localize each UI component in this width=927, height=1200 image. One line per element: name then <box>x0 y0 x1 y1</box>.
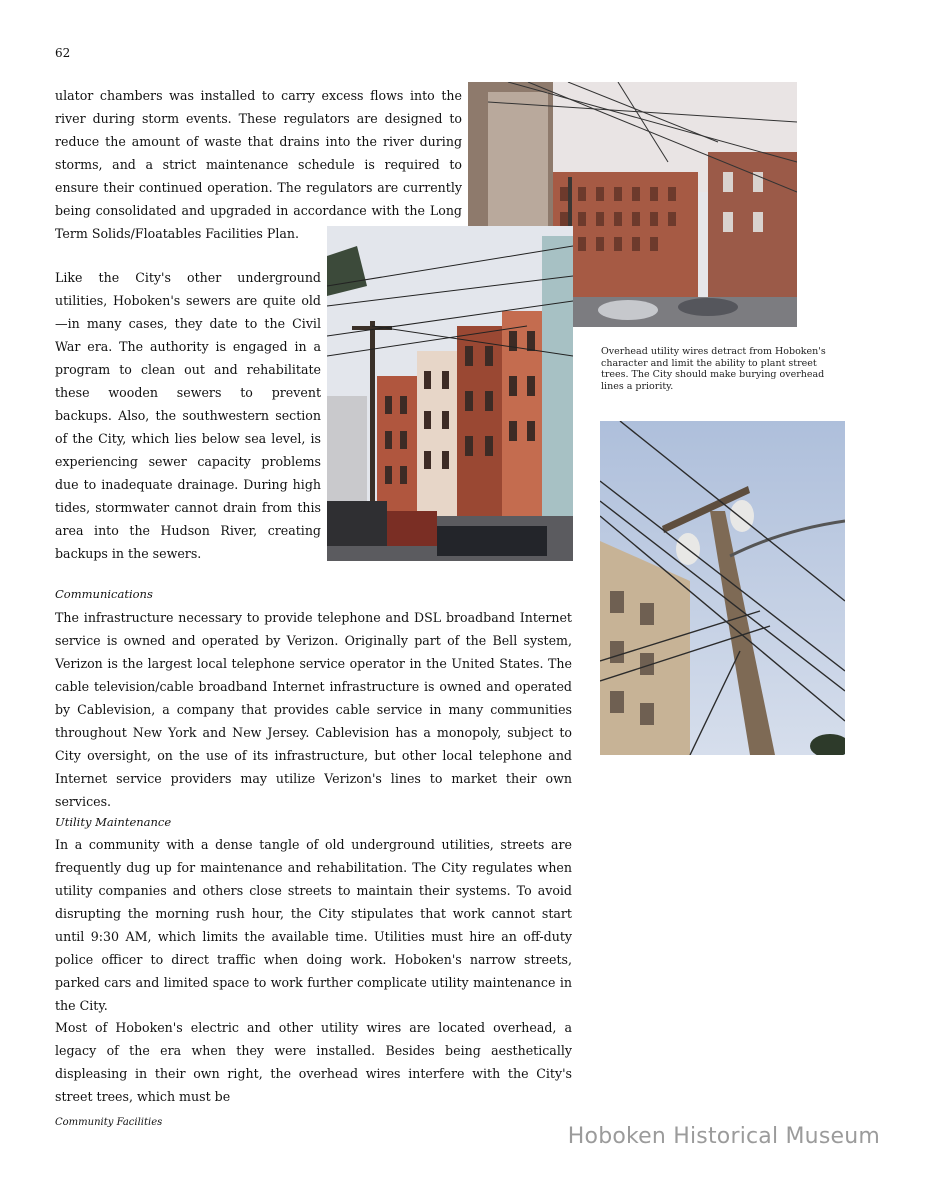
footer-section-title: Community Facilities <box>55 1117 163 1128</box>
page-number: 62 <box>55 46 71 60</box>
paragraph-regulators: ulator chambers was installed to carry excess flows into the river during storm events. These regulators are designed to reduce the amount of waste that drains into the river during storms, and a strict maintenance schedule is required to ensure their continued operation. The regulators are currently being consolidated and upgraded in accordance with the Long Term Solids/Floatables Facilities Plan. <box>55 88 462 241</box>
paragraph-utility-maintenance: In a community with a dense tangle of old underground utilities, streets are frequently dug up for maintenance and rehabilitation. The City regulates when utility companies and others close streets to maintain their systems. To avoid disrupting the morning rush hour, the City stipulates that work cannot start until 9:30 AM, which limits the available time. Utilities must hire an off-duty police officer to direct traffic when doing work. Hoboken's narrow streets, parked cars and limited space to work further complicate utility maintenance in the City. <box>55 837 572 1013</box>
paragraph-communications: The infrastructure necessary to provide telephone and DSL broadband Internet service is owned and operated by Verizon. Originally part of the Bell system, Verizon is the largest local telephone service operator in the United States. The cable television/cable broadband Internet infrastructure is owned and operated by Cablevision, a company that provides cable service in many communities throughout New York and New Jersey. Cablevision has a monopoly, subject to City oversight, on the use of its infrastructure, but other local telephone and Internet service providers may utilize Verizon's lines to market their own services. <box>55 610 572 809</box>
heading-utility-maintenance: Utility Maintenance <box>55 815 172 829</box>
photo-caption: Overhead utility wires detract from Hoboken's character and limit the ability to plant street trees. The City should make burying overhead lines a priority. <box>601 346 826 392</box>
paragraph-overhead-wires: Most of Hoboken's electric and other utility wires are located overhead, a legacy of the era when they were installed. Besides being aesthetically displeasing in their own right, the overhead wires interfere with the City's street trees, which must be <box>55 1020 572 1104</box>
photo-row-houses <box>327 226 573 561</box>
heading-communications: Communications <box>55 587 153 601</box>
paragraph-sewers: Like the City's other underground utilities, Hoboken's sewers are quite old—in many cases, they date to the Civil War era. The authority is engaged in a program to clean out and rehabilitate these wooden sewers to prevent backups. Also, the southwestern section of the City, which lies below sea level, is experiencing sewer capacity problems due to inadequate drainage. During high tides, stormwater cannot drain from this area into the Hudson River, creating backups in the sewers. <box>55 270 321 561</box>
museum-watermark: Hoboken Historical Museum <box>567 1124 880 1149</box>
photo-utility-pole <box>600 421 845 755</box>
